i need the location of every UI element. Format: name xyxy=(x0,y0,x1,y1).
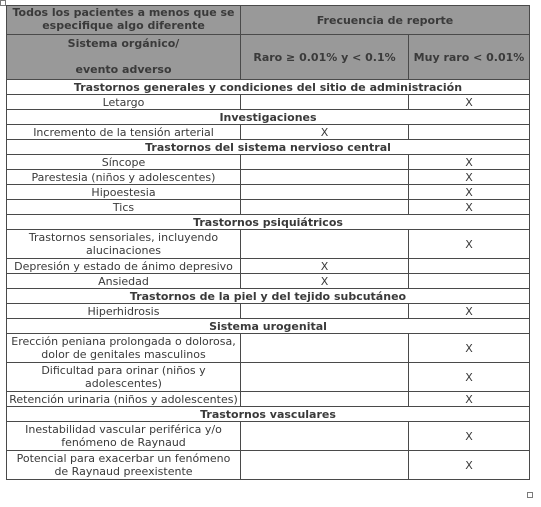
very-rare-cell: X xyxy=(409,392,530,407)
rare-cell xyxy=(241,200,409,215)
table-row xyxy=(7,451,530,480)
frequency-header: Frecuencia de reporte xyxy=(241,6,530,35)
table-row xyxy=(7,274,530,289)
section-title: Sistema urogenital xyxy=(7,319,530,334)
adverse-events-table xyxy=(6,5,530,480)
very-rare-cell: X xyxy=(409,95,530,110)
table-row xyxy=(7,95,530,110)
rare-cell xyxy=(241,304,409,319)
very-rare-cell xyxy=(409,125,530,140)
table-row xyxy=(7,185,530,200)
event-cell: Parestesia (niños y adolescentes) xyxy=(7,170,241,185)
section-title: Trastornos generales y condiciones del sitio de administración xyxy=(7,80,530,95)
table-resize-handle-bottom-right[interactable] xyxy=(527,492,533,498)
section-row xyxy=(7,289,530,304)
section-row xyxy=(7,110,530,125)
table-row xyxy=(7,304,530,319)
rare-cell xyxy=(241,451,409,480)
system-header-line1: Sistema orgánico/ xyxy=(67,37,180,50)
rare-cell: X xyxy=(241,259,409,274)
very-rare-cell: X xyxy=(409,170,530,185)
event-cell: Síncope xyxy=(7,155,241,170)
rare-cell xyxy=(241,363,409,392)
very-rare-cell: X xyxy=(409,334,530,363)
event-cell: Potencial para exacerbar un fenómeno de Raynaud preexistente xyxy=(7,451,241,480)
event-cell: Retención urinaria (niños y adolescentes) xyxy=(7,392,241,407)
table-row xyxy=(7,125,530,140)
section-title: Trastornos de la piel y del tejido subcutáneo xyxy=(7,289,530,304)
table-row xyxy=(7,200,530,215)
very-rare-cell: X xyxy=(409,451,530,480)
very-rare-header: Muy raro < 0.01% xyxy=(409,35,530,80)
very-rare-cell: X xyxy=(409,185,530,200)
very-rare-cell: X xyxy=(409,363,530,392)
table-row xyxy=(7,230,530,259)
event-cell: Hipoestesia xyxy=(7,185,241,200)
section-row xyxy=(7,319,530,334)
rare-cell xyxy=(241,170,409,185)
system-event-header xyxy=(7,35,241,80)
table-body xyxy=(7,80,530,480)
section-row xyxy=(7,215,530,230)
rare-cell xyxy=(241,422,409,451)
very-rare-cell: X xyxy=(409,155,530,170)
rare-cell xyxy=(241,230,409,259)
rare-cell xyxy=(241,95,409,110)
very-rare-cell: X xyxy=(409,422,530,451)
section-row xyxy=(7,407,530,422)
system-header-line2: evento adverso xyxy=(75,63,172,76)
section-row xyxy=(7,140,530,155)
rare-cell xyxy=(241,334,409,363)
rare-cell: X xyxy=(241,125,409,140)
very-rare-cell: X xyxy=(409,304,530,319)
table-row xyxy=(7,155,530,170)
event-cell: Inestabilidad vascular periférica y/o fenómeno de Raynaud xyxy=(7,422,241,451)
section-title: Investigaciones xyxy=(7,110,530,125)
event-cell: Dificultad para orinar (niños y adolescentes) xyxy=(7,363,241,392)
event-cell: Trastornos sensoriales, incluyendo alucinaciones xyxy=(7,230,241,259)
rare-cell xyxy=(241,155,409,170)
table-row xyxy=(7,363,530,392)
event-cell: Letargo xyxy=(7,95,241,110)
event-cell: Erección peniana prolongada o dolorosa, dolor de genitales masculinos xyxy=(7,334,241,363)
event-cell: Depresión y estado de ánimo depresivo xyxy=(7,259,241,274)
event-cell: Incremento de la tensión arterial xyxy=(7,125,241,140)
section-title: Trastornos psiquiátricos xyxy=(7,215,530,230)
very-rare-cell xyxy=(409,274,530,289)
event-cell: Tics xyxy=(7,200,241,215)
very-rare-cell xyxy=(409,259,530,274)
section-row xyxy=(7,80,530,95)
table-row xyxy=(7,422,530,451)
rare-header: Raro ≥ 0.01% y < 0.1% xyxy=(241,35,409,80)
table-row xyxy=(7,259,530,274)
event-cell: Hiperhidrosis xyxy=(7,304,241,319)
table-row xyxy=(7,392,530,407)
event-cell: Ansiedad xyxy=(7,274,241,289)
section-title: Trastornos del sistema nervioso central xyxy=(7,140,530,155)
population-header: Todos los pacientes a menos que se especifique algo diferente xyxy=(7,6,241,35)
section-title: Trastornos vasculares xyxy=(7,407,530,422)
rare-cell xyxy=(241,185,409,200)
very-rare-cell: X xyxy=(409,230,530,259)
table-row xyxy=(7,170,530,185)
rare-cell xyxy=(241,392,409,407)
very-rare-cell: X xyxy=(409,200,530,215)
rare-cell: X xyxy=(241,274,409,289)
table-row xyxy=(7,334,530,363)
